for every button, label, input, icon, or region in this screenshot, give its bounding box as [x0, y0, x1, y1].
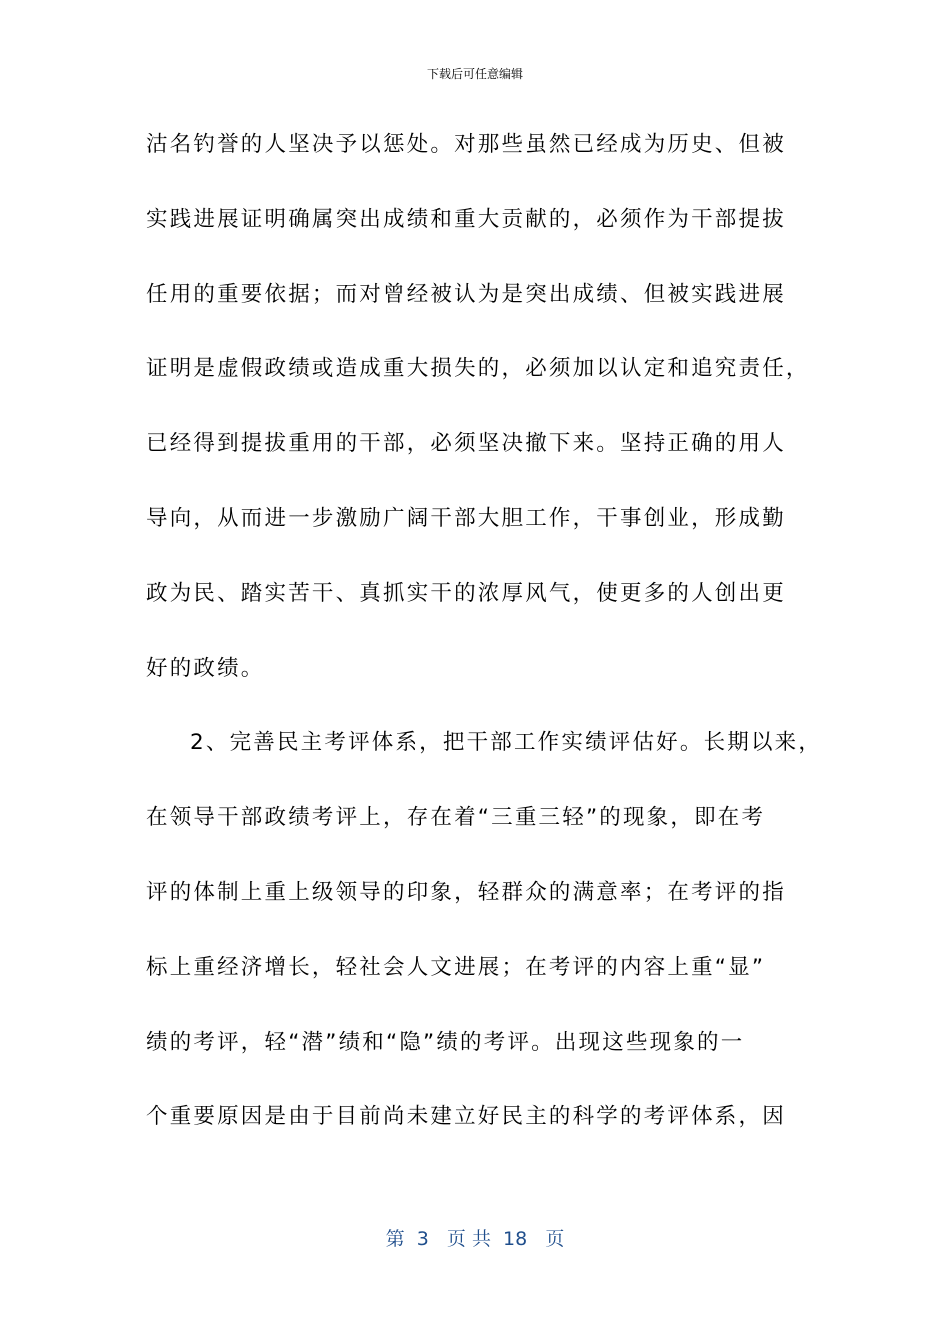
body-line: 绩的考评，轻“潜”绩和“隐”绩的考评。出现这些现象的一 — [146, 1029, 745, 1055]
body-line: 标上重经济增长，轻社会人文进展；在考评的内容上重“显” — [146, 954, 766, 980]
body-line: 评的体制上重上级领导的印象，轻群众的满意率；在考评的指 — [146, 879, 786, 905]
body-line: 政为民、踏实苦干、真抓实干的浓厚风气，使更多的人创出更 — [146, 580, 786, 606]
paragraph-start-line: 2、完善民主考评体系，把干部工作实绩评估好。长期以来， — [190, 730, 823, 756]
body-line: 已经得到提拔重用的干部，必须坚决撤下来。坚持正确的用人 — [146, 431, 786, 457]
document-body — [146, 122, 823, 1169]
body-line: 导向，从而进一步激励广阔干部大胆工作，干事创业，形成勤 — [146, 505, 786, 531]
body-line: 好的政绩。 — [146, 655, 265, 681]
body-line: 在领导干部政绩考评上，存在着“三重三轻”的现象，即在考 — [146, 805, 766, 831]
page-number-footer: 第 3 页 共 18 页 — [385, 1228, 565, 1250]
body-line: 证明是虚假政绩或造成重大损失的，必须加以认定和追究责任， — [146, 356, 810, 382]
body-line: 实践进展证明确属突出成绩和重大贡献的，必须作为干部提拔 — [146, 206, 786, 232]
body-line: 沽名钓誉的人坚决予以惩处。对那些虽然已经成为历史、但被 — [146, 132, 786, 157]
body-line: 个重要原因是由于目前尚未建立好民主的科学的考评体系，因 — [146, 1104, 786, 1130]
page-header: 下载后可任意编辑 — [426, 67, 523, 81]
body-line: 任用的重要依据；而对曾经被认为是突出成绩、但被实践进展 — [146, 281, 786, 307]
